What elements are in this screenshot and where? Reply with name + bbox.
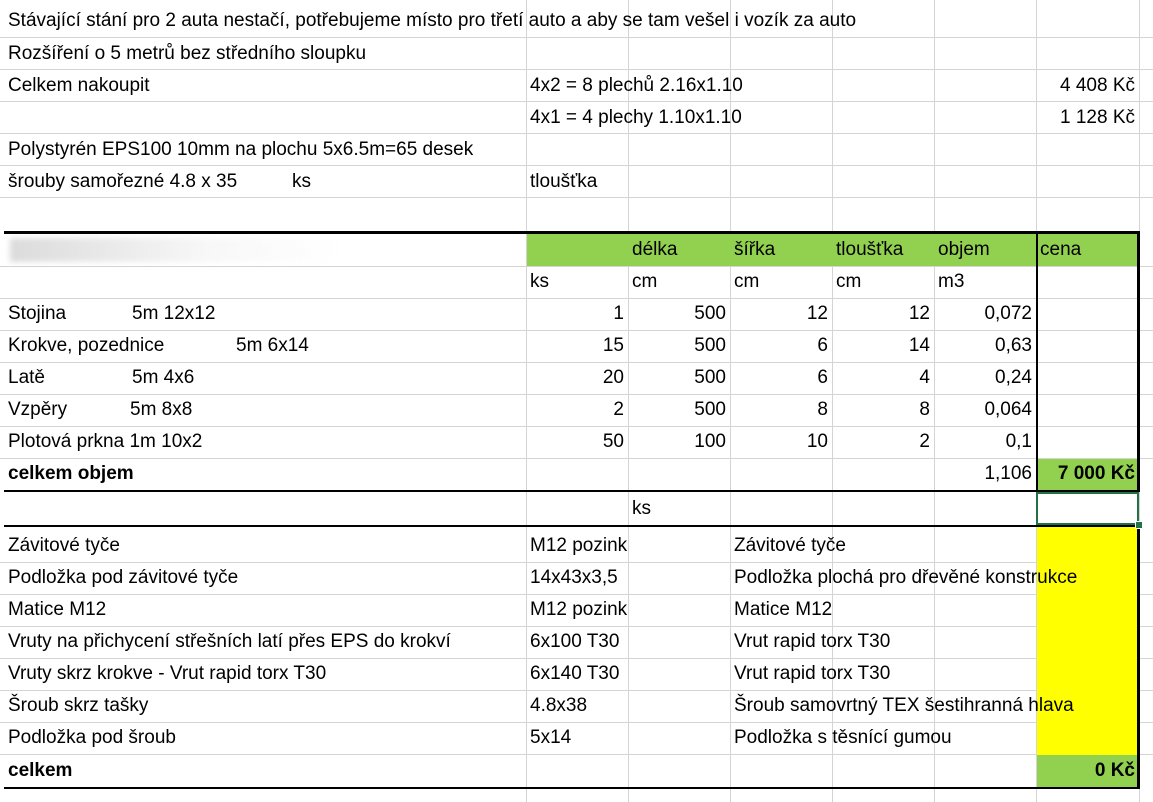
timber-row-tloustka[interactable]: 12 <box>908 303 930 324</box>
timber-row-tloustka[interactable]: 8 <box>919 399 930 420</box>
sheet-2-text[interactable]: 4x1 = 4 plechy 1.10x1.10 <box>530 107 742 128</box>
screws-unit[interactable]: ks <box>292 171 311 192</box>
screws-label[interactable]: šrouby samořezné 4.8 x 35 <box>8 171 238 192</box>
timber-row-objem[interactable]: 0,072 <box>984 303 1032 324</box>
timber-row-name[interactable]: Plotová prkna 1m 10x2 <box>8 431 203 452</box>
hardware-row-desc[interactable]: Vrut rapid torx T30 <box>734 631 891 652</box>
header-tloustka[interactable]: tloušťka <box>836 239 904 260</box>
hardware-row-size[interactable]: 6x100 T30 <box>530 631 620 652</box>
hardware-total-price[interactable]: 0 Kč <box>1094 760 1135 781</box>
selected-cell[interactable] <box>1036 492 1139 525</box>
timber-row-ks[interactable]: 2 <box>613 399 624 420</box>
hardware-row-desc[interactable]: Podložka plochá pro dřevěné konstrukce <box>734 567 1078 588</box>
timber-row-objem[interactable]: 0,1 <box>1005 431 1032 452</box>
timber-row-tloustka[interactable]: 2 <box>919 431 930 452</box>
hardware-ks-label[interactable]: ks <box>632 498 651 519</box>
timber-row-spec[interactable]: 5m 4x6 <box>132 367 195 388</box>
timber-row-sirka[interactable]: 6 <box>817 367 828 388</box>
header-objem[interactable]: objem <box>938 239 990 260</box>
timber-row-ks[interactable]: 1 <box>613 303 624 324</box>
note-line-1[interactable]: Stávající stání pro 2 auta nestačí, potřebujeme místo pro třetí auto a aby se tam vešel i vozík za auto <box>8 10 857 31</box>
unit-objem[interactable]: m3 <box>938 271 965 292</box>
timber-row-objem[interactable]: 0,24 <box>995 367 1032 388</box>
hardware-row-desc[interactable]: Podložka s těsnící gumou <box>734 727 952 748</box>
unit-tloustka[interactable]: cm <box>836 271 862 292</box>
header-cena[interactable]: cena <box>1040 239 1082 260</box>
header-sirka[interactable]: šířka <box>734 239 776 260</box>
hardware-row-size[interactable]: 14x43x3,5 <box>530 567 618 588</box>
timber-row-delka[interactable]: 100 <box>694 431 726 452</box>
timber-row-sirka[interactable]: 10 <box>806 431 828 452</box>
sheet-1-price[interactable]: 4 408 Kč <box>1060 75 1135 96</box>
hardware-row-name[interactable]: Vruty na přichycení střešních latí přes EPS do krokví <box>8 631 451 652</box>
timber-row-name[interactable]: Vzpěry <box>8 399 68 420</box>
header-delka[interactable]: délka <box>632 239 678 260</box>
hardware-row-name[interactable]: Šroub skrz tašky <box>8 695 149 716</box>
timber-row-name[interactable]: Latě <box>8 367 45 388</box>
hardware-row-size[interactable]: 5x14 <box>530 727 572 748</box>
hardware-row-desc[interactable]: Vrut rapid torx T30 <box>734 663 891 684</box>
timber-row-delka[interactable]: 500 <box>694 303 726 324</box>
timber-row-tloustka[interactable]: 14 <box>908 335 930 356</box>
timber-row-delka[interactable]: 500 <box>694 399 726 420</box>
hardware-row-name[interactable]: Podložka pod závitové tyče <box>8 567 239 588</box>
timber-row-objem[interactable]: 0,63 <box>995 335 1032 356</box>
timber-row-objem[interactable]: 0,064 <box>984 399 1032 420</box>
timber-row-sirka[interactable]: 8 <box>817 399 828 420</box>
hardware-row-desc[interactable]: Matice M12 <box>734 599 833 620</box>
hardware-row-name[interactable]: Matice M12 <box>8 599 107 620</box>
hardware-row-size[interactable]: 6x140 T30 <box>530 663 620 684</box>
timber-row-spec[interactable]: 5m 12x12 <box>132 303 216 324</box>
hardware-row-desc[interactable]: Závitové tyče <box>734 535 846 556</box>
sheet-2-price[interactable]: 1 128 Kč <box>1060 107 1135 128</box>
timber-row-delka[interactable]: 500 <box>694 335 726 356</box>
purchase-label[interactable]: Celkem nakoupit <box>8 75 150 96</box>
thickness-label[interactable]: tloušťka <box>530 171 598 192</box>
timber-row-name[interactable]: Krokve, pozednice <box>8 335 165 356</box>
timber-row-sirka[interactable]: 12 <box>806 303 828 324</box>
timber-row-ks[interactable]: 15 <box>602 335 624 356</box>
timber-row-delka[interactable]: 500 <box>694 367 726 388</box>
timber-row-spec[interactable]: 5m 6x14 <box>236 335 309 356</box>
fill-handle[interactable] <box>1135 521 1143 529</box>
timber-total-label[interactable]: celkem objem <box>8 463 134 484</box>
hardware-row-size[interactable]: M12 pozink <box>530 535 628 556</box>
unit-delka[interactable]: cm <box>632 271 658 292</box>
hardware-row-name[interactable]: Podložka pod šroub <box>8 727 176 748</box>
timber-total-price[interactable]: 7 000 Kč <box>1057 463 1135 484</box>
polystyrene-note[interactable]: Polystyrén EPS100 10mm na plochu 5x6.5m=65 desek <box>8 139 474 160</box>
timber-row-sirka[interactable]: 6 <box>817 335 828 356</box>
hardware-row-name[interactable]: Závitové tyče <box>8 535 120 556</box>
redacted-title <box>10 238 340 262</box>
hardware-total-label[interactable]: celkem <box>8 760 73 781</box>
sheet-1-text[interactable]: 4x2 = 8 plechů 2.16x1.10 <box>530 75 743 96</box>
unit-sirka[interactable]: cm <box>734 271 760 292</box>
hardware-row-size[interactable]: 4.8x38 <box>530 695 588 716</box>
timber-row-name[interactable]: Stojina <box>8 303 67 324</box>
hardware-row-name[interactable]: Vruty skrz krokve - Vrut rapid torx T30 <box>8 663 327 684</box>
timber-row-ks[interactable]: 20 <box>602 367 624 388</box>
timber-row-tloustka[interactable]: 4 <box>919 367 930 388</box>
note-line-2[interactable]: Rozšíření o 5 metrů bez středního sloupku <box>8 43 367 64</box>
timber-total-volume[interactable]: 1,106 <box>984 463 1032 484</box>
timber-row-ks[interactable]: 50 <box>602 431 624 452</box>
hardware-row-size[interactable]: M12 pozink <box>530 599 628 620</box>
unit-ks[interactable]: ks <box>530 271 549 292</box>
hardware-row-desc[interactable]: Šroub samovrtný TEX šestihranná hlava <box>734 695 1074 716</box>
timber-row-spec[interactable]: 5m 8x8 <box>130 399 193 420</box>
